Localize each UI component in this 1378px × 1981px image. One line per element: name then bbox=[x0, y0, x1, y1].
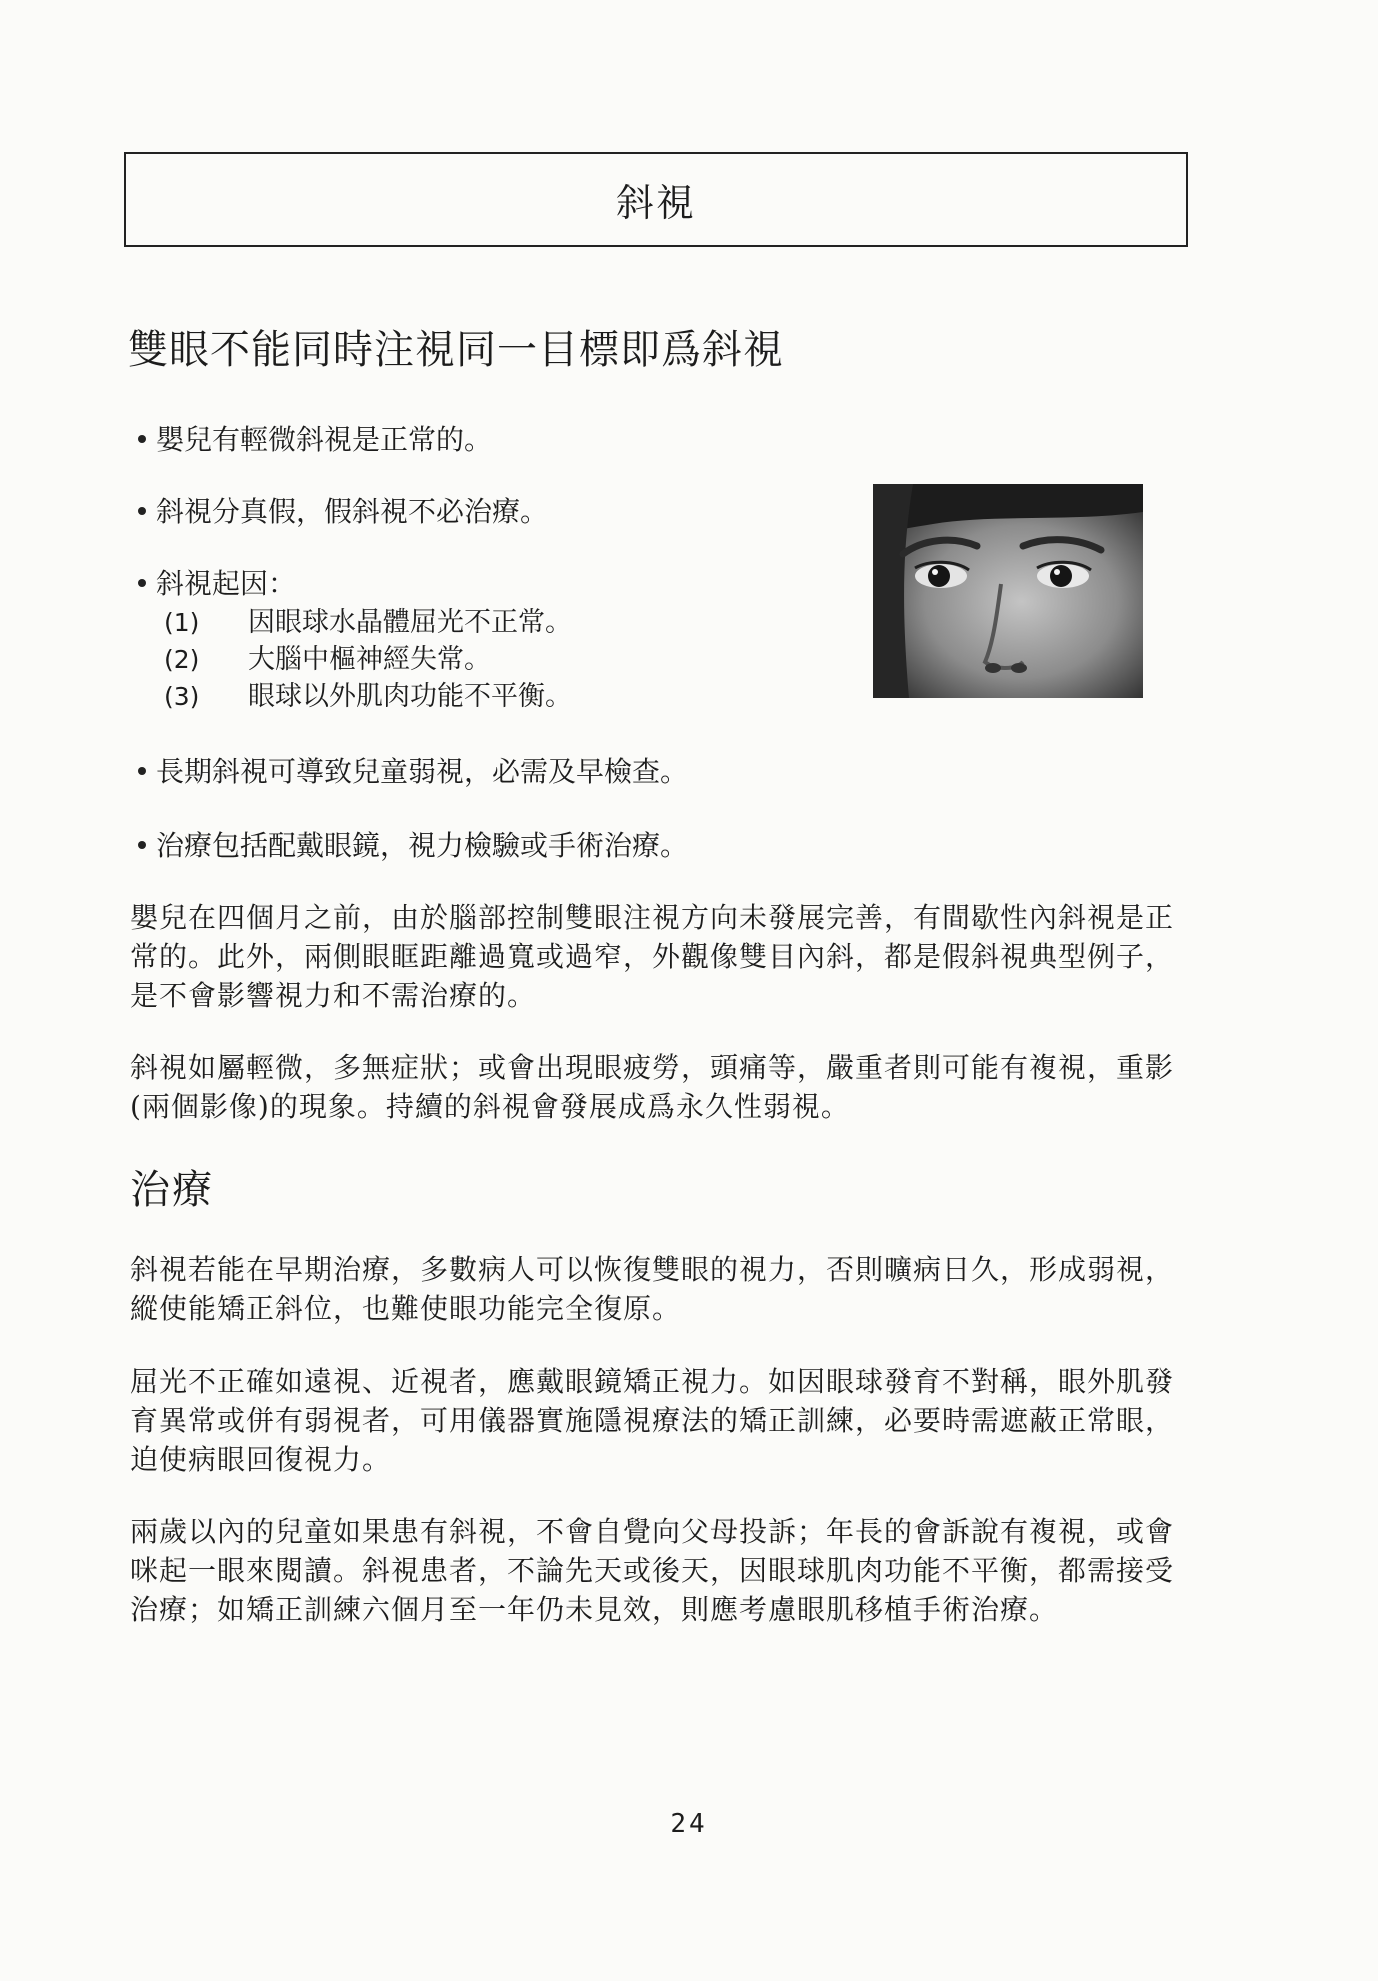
bullet-text: 斜視起因： bbox=[156, 567, 297, 600]
bullet-text: 治療包括配戴眼鏡，視力檢驗或手術治療。 bbox=[156, 829, 689, 862]
main-heading: 雙眼不能同時注視同一目標即爲斜視 bbox=[128, 327, 784, 373]
cause-item bbox=[164, 678, 572, 715]
cause-text: 因眼球水晶體屈光不正常。 bbox=[248, 607, 572, 638]
bullet-item bbox=[138, 828, 688, 864]
bullet-item bbox=[138, 422, 492, 458]
cause-number: (1) bbox=[164, 608, 200, 637]
bullet-dot-icon bbox=[138, 841, 146, 849]
paragraph-pseudo-strabismus: 嬰兒在四個月之前，由於腦部控制雙眼注視方向未發展完善，有間歇性內斜視是正常的。此外，兩側眼眶距離過寬或過窄，外觀像雙目內斜，都是假斜視典型例子，是不會影響視力和不需治療的。 bbox=[130, 901, 1175, 1012]
bullet-dot-icon bbox=[138, 507, 146, 515]
paragraph-children: 兩歲以內的兒童如果患有斜視，不會自覺向父母投訴；年長的會訴說有複視，或會咪起一眼來閱讀。斜視患者，不論先天或後天，因眼球肌肉功能不平衡，都需接受治療；如矯正訓練六個月至一年仍未見效，則應考慮眼肌移植手術治療。 bbox=[130, 1515, 1175, 1626]
bullet-text: 嬰兒有輕微斜視是正常的。 bbox=[156, 423, 493, 456]
cause-number: (3) bbox=[164, 682, 200, 711]
page-title: 斜視 bbox=[615, 181, 696, 225]
bullet-text: 長期斜視可導致兒童弱視，必需及早檢查。 bbox=[156, 755, 689, 788]
cause-number: (2) bbox=[164, 645, 200, 674]
bullet-dot-icon bbox=[138, 767, 146, 775]
cause-item bbox=[164, 604, 572, 641]
bullet-item bbox=[138, 566, 296, 602]
bullet-text: 斜視分真假，假斜視不必治療。 bbox=[156, 495, 549, 528]
bullet-item bbox=[138, 754, 688, 790]
treatment-heading: 治療 bbox=[130, 1167, 214, 1213]
cause-item bbox=[164, 641, 572, 678]
paragraph-early-treatment: 斜視若能在早期治療，多數病人可以恢復雙眼的視力，否則曠病日久，形成弱視，縱使能矯正斜位，也難使眼功能完全復原。 bbox=[130, 1253, 1175, 1325]
cause-text: 眼球以外肌肉功能不平衡。 bbox=[248, 681, 572, 712]
causes-list bbox=[164, 604, 572, 715]
bullet-item bbox=[138, 494, 548, 530]
page-number: 24 bbox=[670, 1809, 708, 1839]
bullet-dot-icon bbox=[138, 579, 146, 587]
paragraph-correction: 屈光不正確如遠視、近視者，應戴眼鏡矯正視力。如因眼球發育不對稱，眼外肌發育異常或併有弱視者，可用儀器實施隱視療法的矯正訓練，必要時需遮蔽正常眼，迫使病眼回復視力。 bbox=[130, 1365, 1175, 1476]
paragraph-symptoms: 斜視如屬輕微，多無症狀；或會出現眼疲勞，頭痛等，嚴重者則可能有複視，重影(兩個影像)的現象。持續的斜視會發展成爲永久性弱視。 bbox=[130, 1051, 1175, 1123]
bullet-dot-icon bbox=[138, 435, 146, 443]
cause-text: 大腦中樞神經失常。 bbox=[248, 644, 491, 675]
child-eyes-photo bbox=[873, 484, 1143, 698]
title-box bbox=[124, 152, 1188, 247]
